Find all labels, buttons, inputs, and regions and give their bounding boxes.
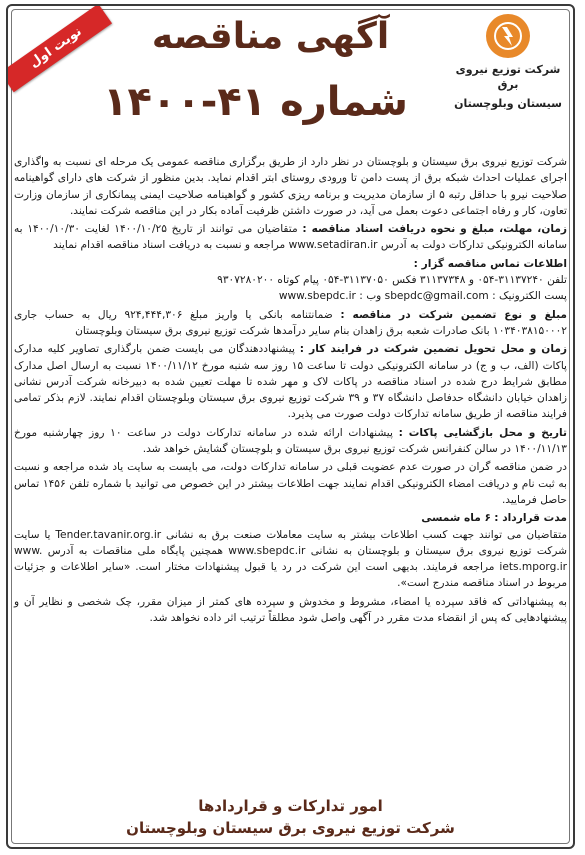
section-documents-title: زمان، مهلت، مبلغ و نحوه دریافت اسناد مناقصه :: [302, 223, 567, 236]
header: [8, 6, 573, 151]
section-duration: [14, 510, 567, 591]
section-delivery-text: پیشنهاددهندگان می بایست ضمن بارگذاری تصاویر کلیه مدارک پاکات (الف، ب و ج) در سامانه الکترونیکی دولت تا ساعت ۱۵ روز سه شنبه مورخ ۱۴۰۰/۱۱/۱۲ نسبت به ارسال اصل مدارک مطابق شرایط درج شده در اسناد مناقصه در پاکات لاک و مهر شده تا مهلت تعیین شده به دبیرخانه شرکت آدرس نشانی زاهدان خیابان دانشگاه حدفاصل دانشگاه ۳۷ و ۳۹ شرکت توزیع نیروی برق سیستان وبلوچستان اقدام نمایند. لازم بذکر تمامی فرایند مناقصه از طریق سامانه تدارکات دولت صورت می پذیرد.: [14, 343, 567, 421]
stamp-label: نوبت اول: [6, 4, 112, 92]
notice-body: [14, 154, 567, 628]
footer-department: امور تدارکات و قراردادها: [198, 797, 383, 815]
section-registration: در ضمن مناقصه گران در صورت عدم عضویت قبلی در سامانه تدارکات دولت، می بایست به سایت یاد شده مراجعه و نسبت به ثبت نام و دریافت امضاء الکترونیکی اقدام نمایند جهت اطلاعات بیشتر در این خصوص می توانید با شماره تلفن ۱۴۵۶ تماس حاصل فرمایید.: [14, 461, 567, 506]
contact-email: پست الکترونیک : sbepdc@gmail.com وب : www.sbepdc.ir: [278, 290, 567, 303]
section-documents-text: متقاضیان می توانند از تاریخ ۱۴۰۰/۱۰/۲۵ لغایت ۱۴۰۰/۱۰/۳۰ به سامانه الکترونیکی تدارکات دولت به آدرس www.setadiran.ir مراجعه و نسبت به دریافت اسناد مناقصه اقدام نمایند: [14, 223, 567, 252]
section-guarantee-text: ضمانتنامه بانکی یا واریز مبلغ ۹۲۴,۴۴۴,۳۰۶ ریال به حساب جاری ۱۰۳۴۰۳۸۱۵۰۰۰۲ بانک صادرات شعبه برق زاهدان بنام سایر درآمدها شرکت توزیع نیروی برق سیستان وبلوچستان: [14, 308, 567, 337]
section-guarantee-title: مبلغ و نوع تضمین شرکت در مناقصه :: [340, 308, 567, 321]
first-round-stamp: [10, 10, 106, 80]
section-contact: [14, 256, 567, 305]
electric-logo-icon: [486, 14, 530, 58]
section-documents: [14, 221, 567, 254]
section-delivery: [14, 341, 567, 422]
footer-company: شرکت توزیع نیروی برق سیستان وبلوچستان: [126, 819, 455, 837]
company-name-line1: شرکت توزیع نیروی برق: [455, 63, 561, 91]
section-contact-title: اطلاعات تماس مناقصه گزار :: [413, 257, 567, 270]
intro-paragraph: شرکت توزیع نیروی برق سیستان و بلوچستان در نظر دارد از طریق برگزاری مناقصه عمومی یک مرحله ای نسبت به واگذاری اجرای عملیات احداث شبکه برق از پست دامن تا ورودی روستای ابتر اقدام نماید. بدین منظور از شرکت های دارای گواهینامه صلاحیت نیرو با حداقل رتبه ۵ از سازمان مدیریت و برنامه ریزی کشور و گواهینامه صلاحیت ایمنی پیمانکاری از سازمان وزارت تعاون، کار و رفاه اجتماعی دعوت بعمل می آید، در صورت داشتن ظرفیت آماده بکار در این مناقصه شرکت نمایند.: [14, 156, 567, 217]
section-duration-value: ۶ ماه شمسی: [421, 512, 491, 525]
section-opening-title: تاریخ و محل بازگشایی پاکات :: [398, 426, 567, 439]
section-opening-text: پیشنهادات ارائه شده در سامانه تدارکات دولت در ساعت ۱۰ روز چهارشنبه مورخ ۱۴۰۰/۱۱/۱۳ در سالن کنفرانس شرکت توزیع نیروی برق سیستان و بلوچستان گشایش خواهد شد.: [14, 426, 567, 456]
contact-phone: تلفن ۳۱۱۳۷۲۴۰-۰۵۴ و ۳۱۱۳۷۳۴۸ فکس ۳۱۱۳۷۰۵۰-۰۵۴ پیام کوتاه ۹۳۰۷۲۸۰۲۰۰: [217, 274, 567, 287]
notice-title: آگهی مناقصه: [151, 16, 390, 57]
notice-number: شماره ۴۱-۱۴۰۰: [103, 79, 408, 125]
company-logo-block: [449, 14, 567, 111]
notice-frame: [6, 4, 575, 849]
section-opening: [14, 425, 567, 458]
section-rejection: به پیشنهاداتی که فاقد سپرده یا امضاء، مشروط و مخدوش و سپرده های کمتر از میزان مقرر، چک شخصی و نظایر آن و پیشنهادهایی که پس از انقضاء مدت مقرر در آگهی واصل شود مطلقاً ترتیب اثر داده نخواهد شد.: [14, 595, 567, 625]
section-duration-text: متقاضیان می توانند جهت کسب اطلاعات بیشتر به سایت معاملات صنعت برق به نشانی Tender.tavanir.org.ir یا سایت شرکت توزیع نیروی برق سیستان و بلوچستان به نشانی www.sbepdc.ir همچنین پایگاه ملی مناقصات به آدرس www. iets.mporg.ir مراجعه فرمایند. بدیهی است این شرکت در رد یا قبول پیشنهادات مختار است. «سایر اطلاعات و جزئیات مربوط در اسناد مناقصه مندرج است».: [14, 528, 568, 590]
company-name-line2: سیستان وبلوچستان: [454, 97, 562, 110]
footer: [8, 795, 573, 839]
section-duration-title: مدت قرارداد :: [494, 512, 567, 525]
section-guarantee: [14, 307, 567, 340]
section-delivery-title: زمان و محل تحویل تضمین شرکت در فرایند کار :: [299, 343, 567, 356]
